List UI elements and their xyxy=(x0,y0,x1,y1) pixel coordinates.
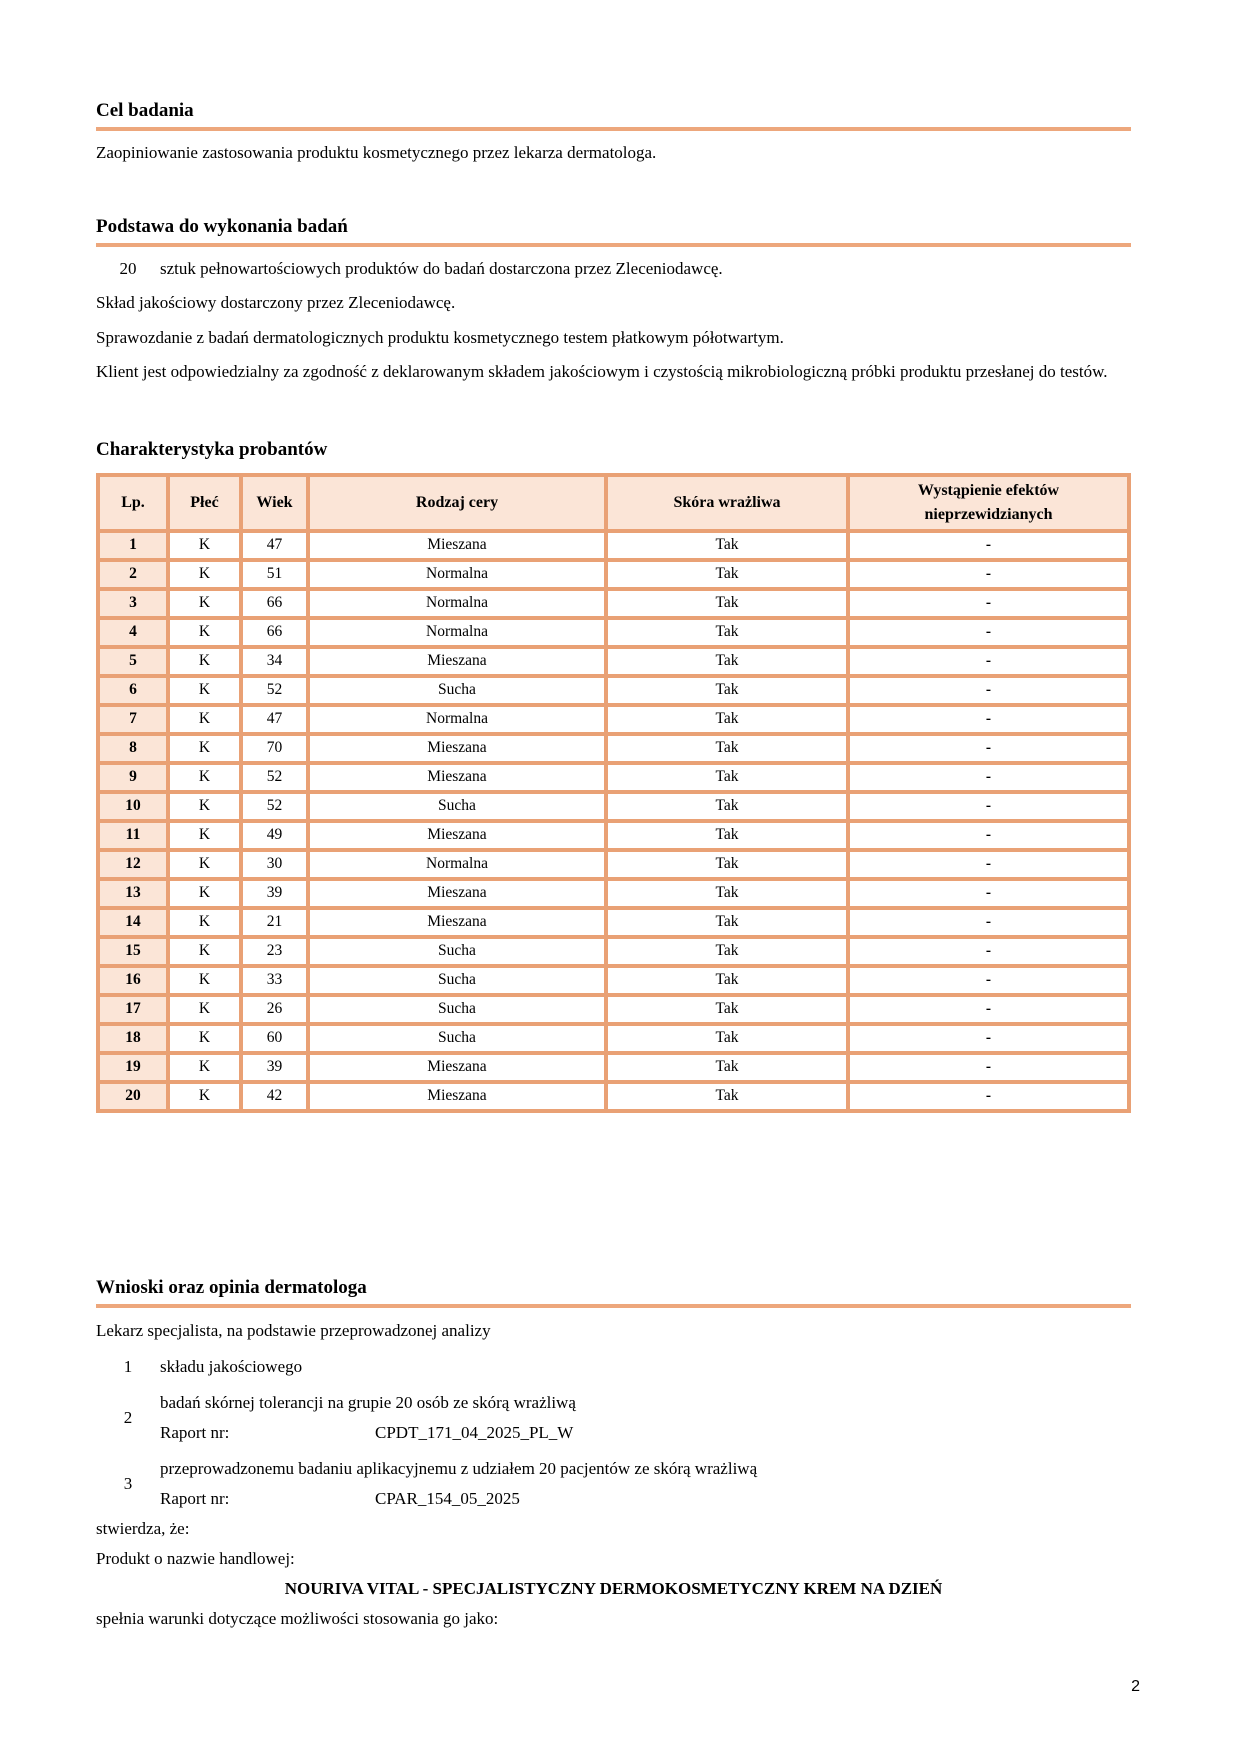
table-cell: 47 xyxy=(241,531,308,560)
row-number-cell: 20 xyxy=(98,1082,168,1111)
row-number-cell: 19 xyxy=(98,1053,168,1082)
table-cell: - xyxy=(848,1082,1129,1111)
table-cell: Normalna xyxy=(308,560,606,589)
table-cell: 52 xyxy=(241,763,308,792)
section-heading-cel: Cel badania xyxy=(96,100,1131,131)
table-cell: Tak xyxy=(606,763,848,792)
column-header-skora-wrazliwa: Skóra wrażliwa xyxy=(606,475,848,531)
section-heading-wnioski: Wnioski oraz opinia dermatologa xyxy=(96,1277,1131,1308)
probants-table-body xyxy=(98,531,1129,1111)
table-cell: - xyxy=(848,937,1129,966)
table-cell: Tak xyxy=(606,879,848,908)
table-cell: K xyxy=(168,1053,241,1082)
table-cell: - xyxy=(848,1024,1129,1053)
table-cell: Normalna xyxy=(308,705,606,734)
row-number-cell: 6 xyxy=(98,676,168,705)
table-cell: - xyxy=(848,792,1129,821)
table-cell: Mieszana xyxy=(308,734,606,763)
table-cell: 26 xyxy=(241,995,308,1024)
paragraph-cel: Zaopiniowanie zastosowania produktu kosmetycznego przez lekarza dermatologa. xyxy=(96,143,657,162)
table-cell: 47 xyxy=(241,705,308,734)
table-cell: - xyxy=(848,995,1129,1024)
table-cell: - xyxy=(848,618,1129,647)
table-cell: K xyxy=(168,792,241,821)
table-cell: Sucha xyxy=(308,937,606,966)
row-number-cell: 10 xyxy=(98,792,168,821)
table-cell: Mieszana xyxy=(308,647,606,676)
table-cell: Normalna xyxy=(308,618,606,647)
table-cell: Tak xyxy=(606,705,848,734)
table-cell: Sucha xyxy=(308,995,606,1024)
table-cell: Tak xyxy=(606,618,848,647)
table-row xyxy=(98,850,1129,879)
table-cell: K xyxy=(168,966,241,995)
table-cell: Tak xyxy=(606,531,848,560)
table-cell: Tak xyxy=(606,1082,848,1111)
table-cell: K xyxy=(168,676,241,705)
line-number: 20 xyxy=(119,258,137,278)
table-cell: - xyxy=(848,647,1129,676)
wnioski-closing-1: stwierdza, że: xyxy=(96,1518,190,1538)
table-row xyxy=(98,1024,1129,1053)
table-cell: 66 xyxy=(241,589,308,618)
product-name: NOURIVA VITAL - SPECJALISTYCZNY DERMOKOSMETYCZNY KREM NA DZIEŃ xyxy=(284,1578,943,1598)
table-cell: K xyxy=(168,1024,241,1053)
table-row xyxy=(98,879,1129,908)
table-cell: 66 xyxy=(241,618,308,647)
line-text: sztuk pełnowartościowych produktów do badań dostarczona przez Zleceniodawcę. xyxy=(160,258,723,278)
table-cell: - xyxy=(848,763,1129,792)
table-cell: K xyxy=(168,734,241,763)
table-cell: - xyxy=(848,560,1129,589)
table-row xyxy=(98,531,1129,560)
table-row xyxy=(98,908,1129,937)
table-row xyxy=(98,763,1129,792)
table-cell: - xyxy=(848,879,1129,908)
table-cell: Tak xyxy=(606,1053,848,1082)
row-number-cell: 1 xyxy=(98,531,168,560)
table-cell: Mieszana xyxy=(308,1053,606,1082)
table-cell: K xyxy=(168,589,241,618)
table-cell: 49 xyxy=(241,821,308,850)
paragraph: Klient jest odpowiedzialny za zgodność z deklarowanym składem jakościowym i czystością mikrobiologiczną próbki produktu przesłanej do testów. xyxy=(96,362,1108,381)
table-cell: - xyxy=(848,821,1129,850)
report-line xyxy=(160,1484,1131,1514)
item-text: badań skórnej tolerancji na grupie 20 osób ze skórą wrażliwą xyxy=(160,1392,576,1412)
table-header-row xyxy=(98,475,1129,531)
table-cell: 51 xyxy=(241,560,308,589)
report-label: Raport nr: xyxy=(160,1422,230,1442)
table-cell: 70 xyxy=(241,734,308,763)
table-cell: Tak xyxy=(606,966,848,995)
table-cell: K xyxy=(168,705,241,734)
table-cell: 34 xyxy=(241,647,308,676)
table-cell: K xyxy=(168,995,241,1024)
wnioski-closing-2: Produkt o nazwie handlowej: xyxy=(96,1548,295,1568)
numbered-line xyxy=(96,256,1131,282)
table-cell: Mieszana xyxy=(308,531,606,560)
page-number: 2 xyxy=(1131,1678,1140,1695)
table-cell: K xyxy=(168,560,241,589)
table-cell: 30 xyxy=(241,850,308,879)
table-row xyxy=(98,937,1129,966)
table-cell: Mieszana xyxy=(308,1082,606,1111)
paragraph: Skład jakościowy dostarczony przez Zleceniodawcę. xyxy=(96,293,456,312)
table-row xyxy=(98,1053,1129,1082)
row-number-cell: 14 xyxy=(98,908,168,937)
table-cell: K xyxy=(168,647,241,676)
table-cell: 60 xyxy=(241,1024,308,1053)
table-cell: K xyxy=(168,763,241,792)
column-header-plec: Płeć xyxy=(168,475,241,531)
section-wnioski xyxy=(96,1277,1131,1634)
table-cell: - xyxy=(848,908,1129,937)
row-number-cell: 2 xyxy=(98,560,168,589)
row-number-cell: 12 xyxy=(98,850,168,879)
row-number-cell: 4 xyxy=(98,618,168,647)
table-cell: 52 xyxy=(241,792,308,821)
table-row xyxy=(98,618,1129,647)
table-cell: Tak xyxy=(606,821,848,850)
column-header-wiek: Wiek xyxy=(241,475,308,531)
table-cell: - xyxy=(848,966,1129,995)
table-cell: Tak xyxy=(606,589,848,618)
wnioski-item-2 xyxy=(96,1388,1131,1448)
table-cell: Sucha xyxy=(308,792,606,821)
table-cell: Normalna xyxy=(308,850,606,879)
table-cell: Sucha xyxy=(308,1024,606,1053)
table-row xyxy=(98,734,1129,763)
row-number-cell: 16 xyxy=(98,966,168,995)
table-cell: 39 xyxy=(241,1053,308,1082)
table-cell: Mieszana xyxy=(308,821,606,850)
table-cell: - xyxy=(848,705,1129,734)
item-text: przeprowadzonemu badaniu aplikacyjnemu z udziałem 20 pacjentów ze skórą wrażliwą xyxy=(160,1458,758,1478)
table-cell: 52 xyxy=(241,676,308,705)
table-row xyxy=(98,647,1129,676)
table-cell: K xyxy=(168,937,241,966)
column-header-lp: Lp. xyxy=(98,475,168,531)
row-number-cell: 15 xyxy=(98,937,168,966)
table-cell: Mieszana xyxy=(308,908,606,937)
table-cell: 33 xyxy=(241,966,308,995)
wnioski-item-3 xyxy=(96,1454,1131,1514)
report-number: CPAR_154_05_2025 xyxy=(375,1488,520,1508)
item-number: 3 xyxy=(123,1473,133,1493)
section-podstawa xyxy=(96,216,1131,385)
table-cell: K xyxy=(168,850,241,879)
table-cell: Sucha xyxy=(308,676,606,705)
table-row xyxy=(98,676,1129,705)
table-cell: K xyxy=(168,879,241,908)
table-cell: Tak xyxy=(606,734,848,763)
table-row xyxy=(98,792,1129,821)
table-cell: Mieszana xyxy=(308,763,606,792)
table-cell: - xyxy=(848,734,1129,763)
probants-table xyxy=(96,473,1131,1113)
wnioski-intro: Lekarz specjalista, na podstawie przeprowadzonej analizy xyxy=(96,1320,491,1340)
row-number-cell: 18 xyxy=(98,1024,168,1053)
table-cell: Tak xyxy=(606,937,848,966)
table-cell: Tak xyxy=(606,850,848,879)
table-cell: K xyxy=(168,908,241,937)
table-cell: Sucha xyxy=(308,966,606,995)
table-cell: Normalna xyxy=(308,589,606,618)
row-number-cell: 13 xyxy=(98,879,168,908)
table-cell: 23 xyxy=(241,937,308,966)
table-row xyxy=(98,560,1129,589)
table-cell: 39 xyxy=(241,879,308,908)
row-number-cell: 7 xyxy=(98,705,168,734)
row-number-cell: 8 xyxy=(98,734,168,763)
column-header-rodzaj-cery: Rodzaj cery xyxy=(308,475,606,531)
table-row xyxy=(98,589,1129,618)
table-row xyxy=(98,821,1129,850)
table-cell: 21 xyxy=(241,908,308,937)
table-cell: Mieszana xyxy=(308,879,606,908)
table-cell: K xyxy=(168,1082,241,1111)
table-row xyxy=(98,705,1129,734)
table-cell: K xyxy=(168,821,241,850)
row-number-cell: 3 xyxy=(98,589,168,618)
section-heading-charakterystyka: Charakterystyka probantów xyxy=(96,438,328,460)
table-cell: - xyxy=(848,531,1129,560)
section-heading-podstawa: Podstawa do wykonania badań xyxy=(96,216,1131,247)
table-cell: 42 xyxy=(241,1082,308,1111)
section-cel-badania xyxy=(96,100,1131,166)
report-line xyxy=(160,1418,1131,1448)
table-cell: Tak xyxy=(606,647,848,676)
report-label: Raport nr: xyxy=(160,1488,230,1508)
wnioski-final-line: spełnia warunki dotyczące możliwości stosowania go jako: xyxy=(96,1608,499,1628)
wnioski-item-1 xyxy=(96,1352,1131,1382)
table-cell: - xyxy=(848,589,1129,618)
item-number: 1 xyxy=(123,1356,133,1376)
table-cell: - xyxy=(848,676,1129,705)
row-number-cell: 5 xyxy=(98,647,168,676)
item-text: składu jakościowego xyxy=(160,1356,303,1376)
report-number: CPDT_171_04_2025_PL_W xyxy=(375,1422,574,1442)
table-cell: - xyxy=(848,850,1129,879)
table-cell: Tak xyxy=(606,995,848,1024)
row-number-cell: 11 xyxy=(98,821,168,850)
table-cell: Tak xyxy=(606,560,848,589)
table-cell: Tak xyxy=(606,676,848,705)
table-cell: Tak xyxy=(606,908,848,937)
table-cell: - xyxy=(848,1053,1129,1082)
row-number-cell: 9 xyxy=(98,763,168,792)
table-row xyxy=(98,1082,1129,1111)
table-cell: K xyxy=(168,531,241,560)
section-charakterystyka xyxy=(96,439,1131,1113)
table-row xyxy=(98,966,1129,995)
table-cell: K xyxy=(168,618,241,647)
column-header-wystapienie-efektow: Wystąpienie efektów nieprzewidzianych xyxy=(848,475,1129,531)
item-number: 2 xyxy=(123,1407,133,1427)
table-row xyxy=(98,995,1129,1024)
table-cell: Tak xyxy=(606,1024,848,1053)
row-number-cell: 17 xyxy=(98,995,168,1024)
table-cell: Tak xyxy=(606,792,848,821)
paragraph: Sprawozdanie z badań dermatologicznych produktu kosmetycznego testem płatkowym półotwartym. xyxy=(96,327,784,347)
